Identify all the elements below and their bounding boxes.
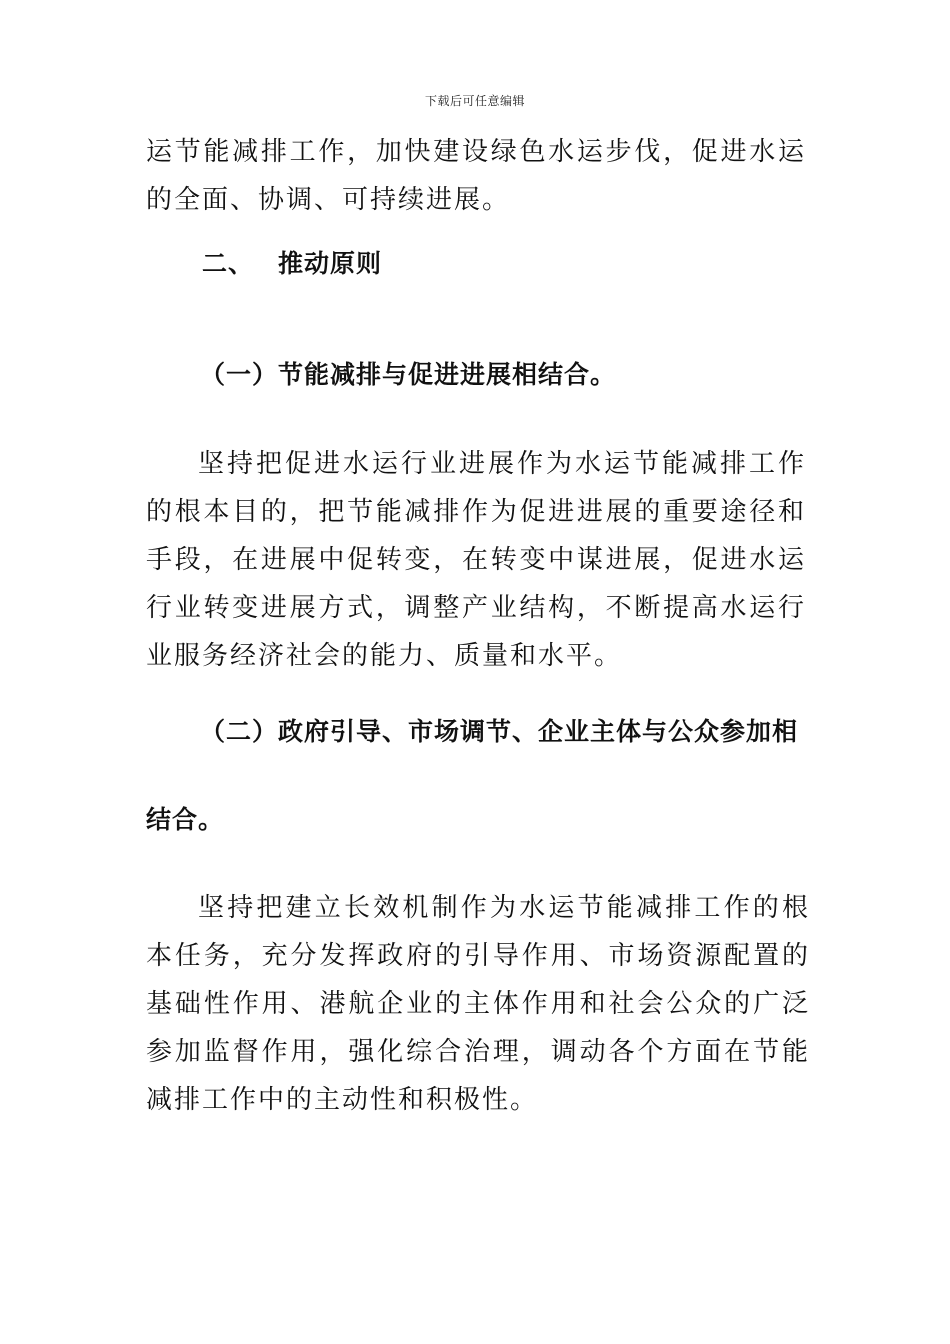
principle-one-body: 坚持把促进水运行业进展作为水运节能减排工作的根本目的，把节能减排作为促进进展的重要途径和手段，在进展中促转变，在转变中谋进展，促进水运行业转变进展方式，调整产业结构，不断提高水运行业服务经济社会的能力、质量和水平。: [146, 449, 806, 671]
principle-two-body: 坚持把建立长效机制作为水运节能减排工作的根本任务，充分发挥政府的引导作用、市场资源配置的基础性作用、港航企业的主体作用和社会公众的广泛参加监督作用，强化综合治理，调动各个方面在节能减排工作中的主动性和积极性。: [146, 893, 810, 1115]
header-note: 下载后可任意编辑: [424, 94, 525, 108]
principle-one-heading: （一）节能减排与促进进展相结合。: [200, 360, 617, 389]
intro-paragraph-block: [146, 128, 806, 224]
principle-two-heading-line2: 结合。: [146, 805, 225, 834]
section-number: 二、: [202, 249, 255, 278]
principle-two-heading-line1: （二）政府引导、市场调节、企业主体与公众参加相: [200, 717, 799, 746]
principle-two-body-block: [146, 884, 810, 1124]
principle-one-body-block: [146, 440, 806, 680]
section-title: 推动原则: [278, 249, 383, 278]
section-heading: [202, 244, 382, 280]
intro-paragraph: 运节能减排工作，加快建设绿色水运步伐，促进水运的全面、协调、可持续进展。: [146, 137, 806, 215]
